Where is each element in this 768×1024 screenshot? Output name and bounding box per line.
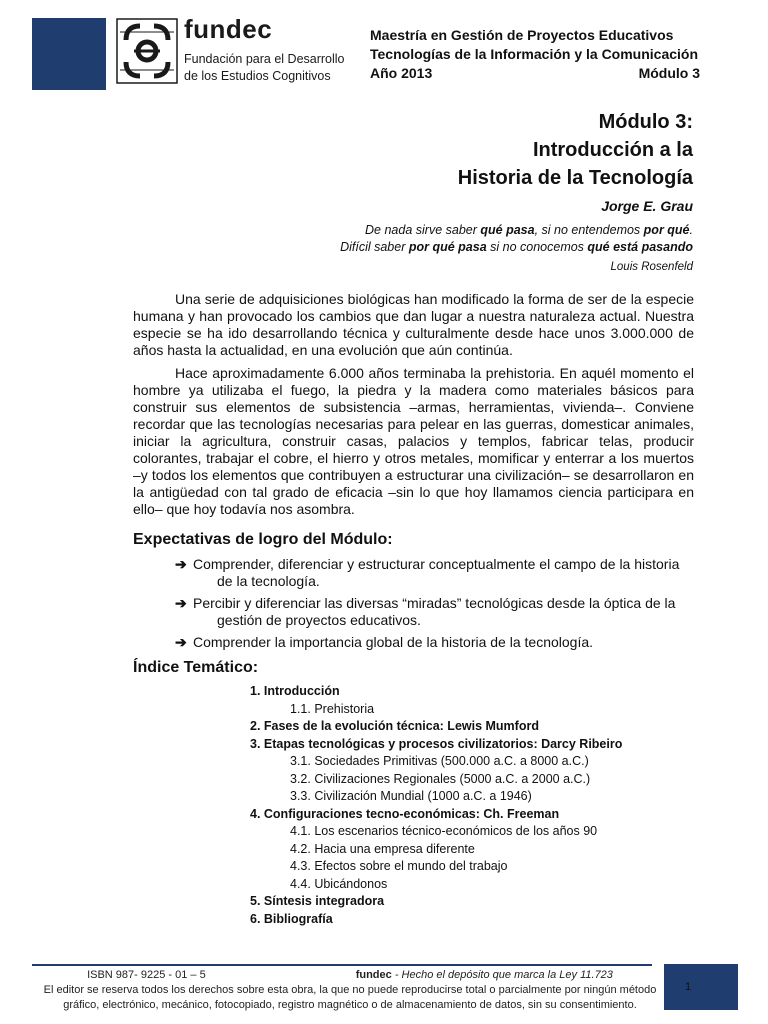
list-item: ➔ Percibir y diferenciar las diversas “miradas” tecnológicas desde la óptica de la gestión de proyectos educativos. xyxy=(175,595,676,628)
paragraph-1: Una serie de adquisiciones biológicas han modificado la forma de ser de la especie humana y han provocado los cambios que dan lugar a nuestra naturaleza actual. Nuestra especie se ha ido desarrollando técnica y culturalmente desde hace unos 3.000.000 de años hasta la actualidad, en una evolución que aún continúa. xyxy=(133,291,694,358)
quote-author: Louis Rosenfeld xyxy=(610,261,693,273)
epigraph-line-2: Difícil saber por qué pasa si no conocemos qué está pasando xyxy=(340,240,693,254)
toc-subsection: 3.2. Civilizaciones Regionales (5000 a.C. a 2000 a.C.) xyxy=(290,771,591,786)
header-info xyxy=(370,26,700,83)
toc-subsection: 3.3. Civilización Mundial (1000 a.C. a 1946) xyxy=(290,789,532,803)
toc-chapter: 2. Fases de la evolución técnica: Lewis Mumford xyxy=(250,719,539,733)
toc-chapter: 5. Síntesis integradora xyxy=(250,894,385,908)
footer-divider xyxy=(32,964,652,966)
brand-subtitle-1: Fundación para el Desarrollo xyxy=(184,52,345,66)
course-name: Tecnologías de la Información y la Comunicación xyxy=(370,46,699,62)
module-title: Módulo 3: xyxy=(598,111,693,133)
arrow-right-icon: ➔ xyxy=(175,595,187,611)
brand-name: fundec xyxy=(184,14,273,44)
toc-subsection: 4.1. Los escenarios técnico-económicos de los años 90 xyxy=(290,824,598,838)
list-item: ➔ Comprender la importancia global de la historia de la tecnología. xyxy=(175,634,594,650)
index-heading: Índice Temático: xyxy=(133,659,259,676)
toc-subsection: 4.3. Efectos sobre el mundo del trabajo xyxy=(290,859,508,873)
program-name: Maestría en Gestión de Proyectos Educativos xyxy=(370,27,674,43)
fundec-emblem-icon xyxy=(116,18,178,84)
arrow-right-icon: ➔ xyxy=(175,634,187,650)
epigraph xyxy=(340,222,693,256)
footer xyxy=(40,968,660,1013)
title-line-2: Introducción a la xyxy=(532,139,693,161)
page-number: 1 xyxy=(664,981,712,993)
toc-subsection: 4.2. Hacia una empresa diferente xyxy=(290,841,475,856)
author-name: Jorge E. Grau xyxy=(601,198,693,214)
epigraph-line-1: De nada sirve saber qué pasa, si no entendemos por qué. xyxy=(365,223,693,237)
toc-chapter: 6. Bibliografía xyxy=(250,911,333,926)
title-block xyxy=(458,108,693,214)
isbn: ISBN 987- 9225 - 01 – 5 xyxy=(87,969,206,981)
toc-subsection: 4.4. Ubicándonos xyxy=(290,876,388,891)
title-line-3: Historia de la Tecnología xyxy=(457,167,693,189)
copyright-line-1: El editor se reserva todos los derechos sobre esta obra, la que no puede reproducirse total o parcialmente por ningún método xyxy=(43,984,657,996)
brand-subtitle-2: de los Estudios Cognitivos xyxy=(184,69,331,83)
toc-chapter: 4. Configuraciones tecno-económicas: Ch. Freeman xyxy=(250,806,560,821)
footer-brand: fundec xyxy=(355,969,392,981)
page-number-box xyxy=(664,964,738,1010)
table-of-contents xyxy=(250,683,622,928)
body-text xyxy=(133,291,694,524)
arrow-right-icon: ➔ xyxy=(175,556,187,572)
course-year: Año 2013 xyxy=(370,65,433,81)
toc-subsection: 3.1. Sociedades Primitivas (500.000 a.C. a 8000 a.C.) xyxy=(290,754,589,768)
paragraph-2: Hace aproximadamente 6.000 años terminaba la prehistoria. En aquél momento el hombre ya utilizaba el fuego, la piedra y la madera como materiales básicos para construir sus elementos de subsistencia –armas, herramientas, vivienda–. Conviene recordar que las tecnologías necesarias para pelear en las guerras, domesticar animales, iniciar la agricultura, construir casas, palacios y templos, fabricar telas, producir colorantes, trabajar el cobre, el hierro y otros metales, momificar y enterrar a los muertos –y todos los elementos que contribuyen a estructurar una civilización– se desarrollaron en la antigüedad con tal grado de eficacia –sin lo que hoy llamamos ciencia participara en ello– que hoy todavía nos asombra. xyxy=(133,365,694,517)
expectations-heading: Expectativas de logro del Módulo: xyxy=(133,531,393,548)
toc-subsection: 1.1. Prehistoria xyxy=(290,701,375,716)
toc-chapter: 3. Etapas tecnológicas y procesos civilizatorios: Darcy Ribeiro xyxy=(250,736,623,751)
toc-chapter: 1. Introducción xyxy=(250,684,340,698)
list-item: ➔ Comprender, diferenciar y estructurar conceptualmente el campo de la historia de la tecnología. xyxy=(175,556,680,589)
legal-deposit: - Hecho el depósito que marca la Ley 11.723 xyxy=(391,969,613,981)
copyright-line-2: gráfico, electrónico, mecánico, fotocopiado, registro magnético o de almacenamiento de datos, sin su consentimiento. xyxy=(63,999,637,1011)
expectations-list xyxy=(175,556,695,656)
fundec-logo xyxy=(116,14,350,86)
header-color-block xyxy=(32,18,106,90)
module-label: Módulo 3 xyxy=(638,65,700,81)
